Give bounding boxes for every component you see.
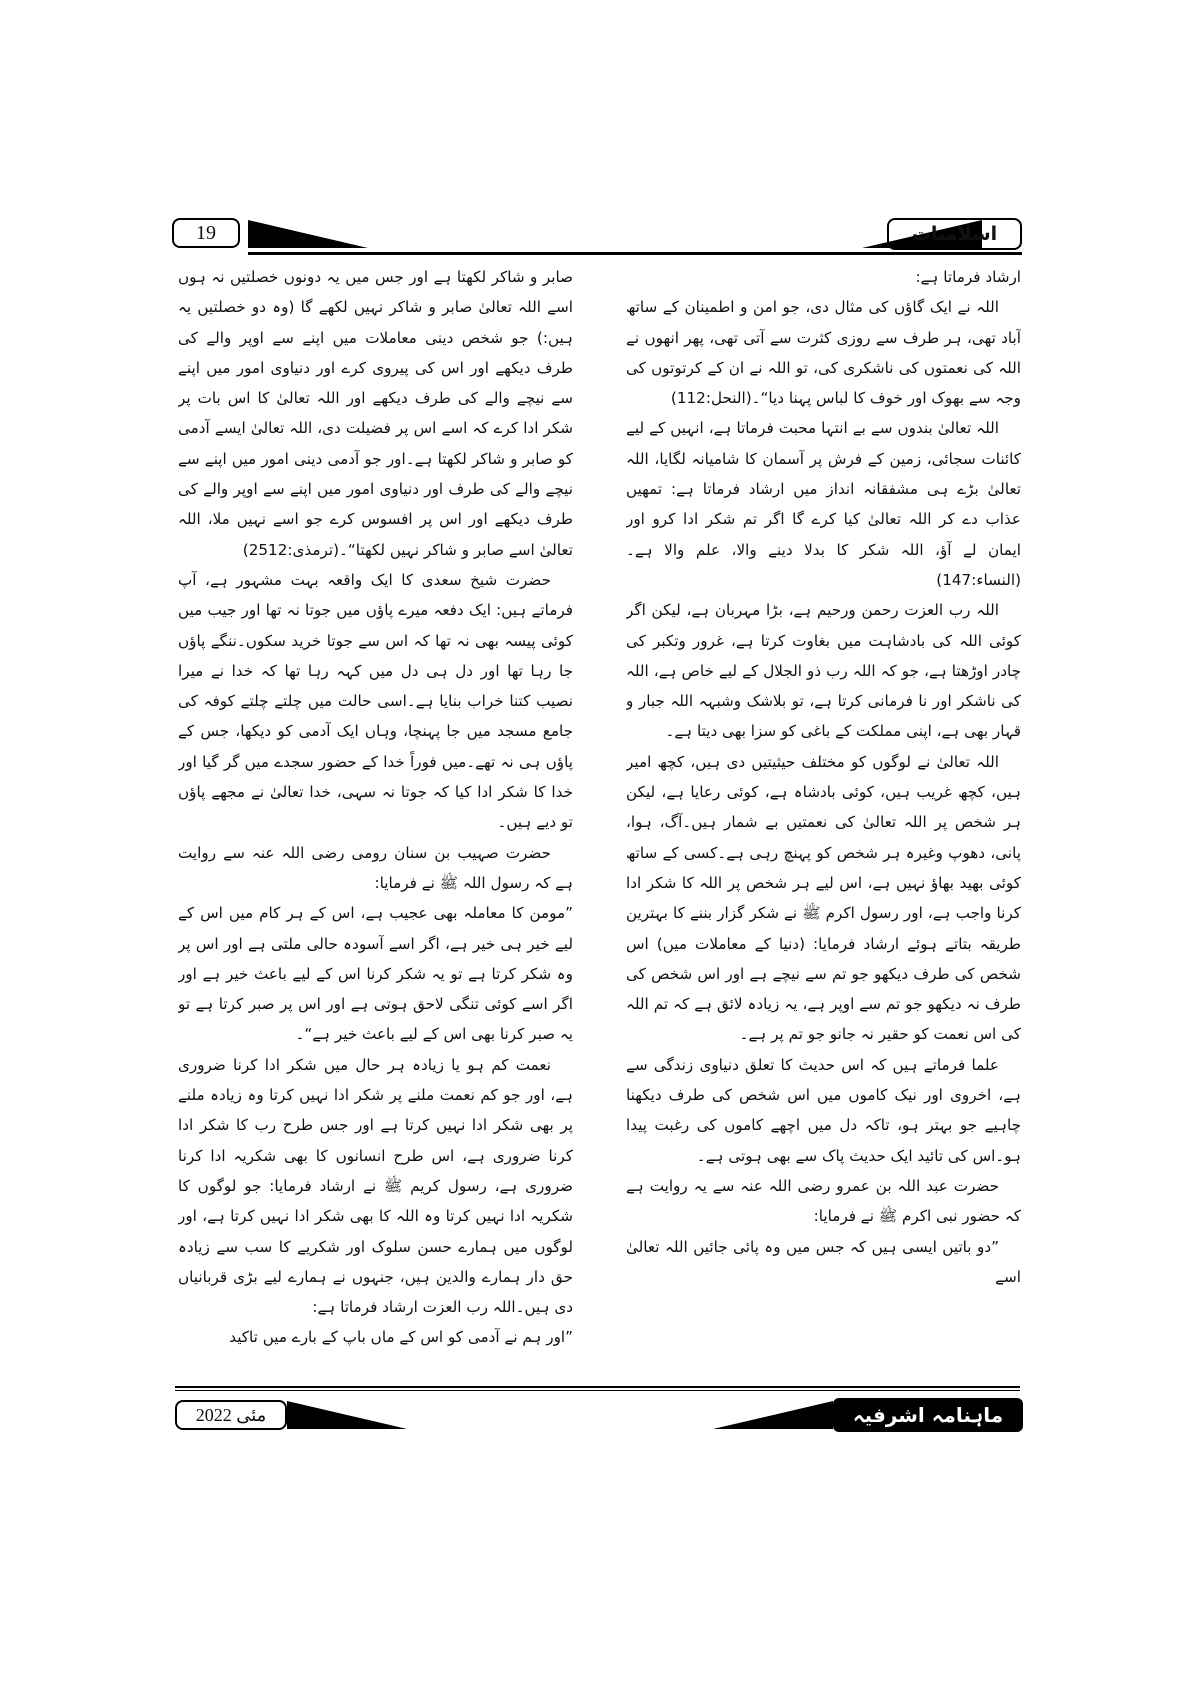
paragraph: حضرت عبد اللہ بن عمرو رضی اللہ عنہ سے یہ روایت ہے کہ حضور نبی اکرم ﷺ نے فرمایا: — [626, 1176, 1021, 1226]
paragraph: علما فرماتے ہیں کہ اس حدیث کا تعلق دنیاوی زندگی سے ہے، اخروی اور نیک کاموں میں اس شخص کی طرف دیکھنا چاہیے جو بہتر ہو، تاکہ دل میں اچھے کاموں کی رغبت پیدا ہو۔اس کی تائید ایک حدیث پاک سے بھی ہوتی ہے۔ — [626, 1055, 1021, 1165]
paragraph: ارشاد فرماتا ہے: — [915, 268, 1021, 286]
paragraph: حضرت شیخ سعدی کا ایک واقعہ بہت مشہور ہے، آپ فرماتے ہیں: ایک دفعہ میرے پاؤں میں جوتا نہ تھا اور جیب میں کوئی پیسہ بھی نہ تھا کہ اس سے جوتا خرید سکوں۔ننگے پاؤں جا رہا تھا اور دل ہی دل میں کہہ رہا تھا کہ خدا نے میرا نصیب کتنا خراب بنایا ہے۔اسی حالت میں چلتے چلتے کوفہ کی جامع مسجد میں جا پہنچا، وہاں ایک آدمی کو دیکھا، جس کے پاؤں ہی نہ تھے۔میں فوراً خدا کے حضور سجدے میں گر گیا اور خدا کا شکر ادا کیا کہ جوتا نہ سہی، خدا تعالیٰ نے مجھے پاؤں تو دیے ہیں۔ — [178, 570, 573, 832]
header-rule — [248, 252, 1022, 255]
footer-rule — [175, 1386, 1020, 1388]
paragraph: ”دو باتیں ایسی ہیں کہ جس میں وہ پائی جائیں اللہ تعالیٰ اسے — [626, 1237, 1021, 1286]
magazine-title: ماہنامہ اشرفیہ — [833, 1398, 1023, 1432]
paragraph: اللہ تعالیٰ بندوں سے بے انتہا محبت فرماتا ہے، انہیں کے لیے کائنات سجائی، زمین کے فرش پر آسمان کا شامیانہ لگایا، اللہ تعالیٰ بڑے ہی مشفقانہ انداز میں ارشاد فرماتا ہے: تمھیں عذاب دے کر اللہ تعالیٰ کیا کرے گا اگر تم شکر ادا کرو اور ایمان لے آؤ، اللہ شکر کا بدلا دینے والا، علم والا ہے۔(النساء:147) — [626, 419, 1021, 589]
paragraph: ”مومن کا معاملہ بھی عجیب ہے، اس کے ہر کام میں اس کے لیے خیر ہی خیر ہے، اگر اسے آسودہ حالی ملتی ہے اور اس پر وہ شکر کرتا ہے تو یہ شکر کرنا اس کے لیے باعث خیر ہے اور اگر اسے کوئی تنگی لاحق ہوتی ہے اور اس پر صبر کرتا ہے تو یہ صبر کرنا بھی اس کے لیے باعث خیر ہے“۔ — [178, 904, 573, 1044]
page-number: 19 — [172, 218, 240, 248]
paragraph: اللہ رب العزت رحمن ورحیم ہے، بڑا مہربان ہے، لیکن اگر کوئی اللہ کی بادشاہت میں بغاوت کرتا ہے، غرور وتکبر کی چادر اوڑھتا ہے، جو کہ اللہ رب ذو الجلال کے لیے خاص ہے، اللہ کی ناشکر اور نا فرمانی کرتا ہے، تو بلاشک وشبہہ اللہ جبار و قہار بھی ہے، اپنی مملکت کے باغی کو سزا بھی دیتا ہے۔ — [626, 601, 1021, 741]
header-left-wedge-ornament — [248, 220, 368, 248]
footer-right-wedge-ornament — [713, 1401, 833, 1429]
footer-left-wedge-ornament — [287, 1401, 407, 1429]
article-column-right — [626, 262, 1021, 1392]
paragraph: اللہ تعالیٰ نے لوگوں کو مختلف حیثیتیں دی ہیں، کچھ امیر ہیں، کچھ غریب ہیں، کوئی بادشاہ ہے، کوئی رعایا ہے، لیکن ہر شخص پر اللہ تعالیٰ کی نعمتیں بے شمار ہیں۔آگ، ہوا، پانی، دھوپ وغیرہ ہر شخص کو پہنچ رہی ہے۔کسی کے ساتھ کوئی بھید بھاؤ نہیں ہے، اس لیے ہر شخص پر اللہ کا شکر ادا کرنا واجب ہے، اور رسول اکرم ﷺ نے شکر گزار بننے کا بہترین طریقہ بتاتے ہوئے ارشاد فرمایا: (دنیا کے معاملات میں) اس شخص کی طرف دیکھو جو تم سے نیچے ہے اور اس شخص کی طرف نہ دیکھو جو تم سے اوپر ہے، یہ زیادہ لائق ہے کہ تم اللہ کی اس نعمت کو حقیر نہ جانو جو تم پر ہے۔ — [626, 752, 1021, 1044]
paragraph: حضرت صہیب بن سنان رومی رضی اللہ عنہ سے روایت ہے کہ رسول اللہ ﷺ نے فرمایا: — [178, 843, 573, 892]
paragraph: ”اور ہم نے آدمی کو اس کے ماں باپ کے بارے میں تاکید — [229, 1328, 573, 1347]
issue-date: مئی 2022 — [175, 1400, 287, 1430]
page-header — [172, 218, 1022, 252]
section-title: اسلامیات — [887, 218, 1022, 250]
article-column-left — [178, 262, 573, 1392]
paragraph: نعمت کم ہو یا زیادہ ہر حال میں شکر ادا کرنا ضروری ہے، اور جو کم نعمت ملنے پر شکر ادا نہیں کرتا وہ زیادہ ملنے پر بھی شکر ادا نہیں کرتا ہے اور جس طرح رب کا شکر ادا کرنا ضروری ہے، اس طرح انسانوں کا بھی شکریہ ادا کرنا ضروری ہے، رسول کریم ﷺ نے ارشاد فرمایا: جو لوگوں کا شکریہ ادا نہیں کرتا وہ اللہ کا بھی شکر ادا نہیں کرتا ہے، اور لوگوں میں ہمارے حسن سلوک اور شکریے کا سب سے زیادہ حق دار ہمارے والدین ہیں، جنہوں نے ہمارے لیے بڑی قربانیاں دی ہیں۔اللہ رب العزت ارشاد فرماتا ہے: — [178, 1055, 573, 1317]
paragraph: صابر و شاکر لکھتا ہے اور جس میں یہ دونوں خصلتیں نہ ہوں اسے اللہ تعالیٰ صابر و شاکر نہیں لکھے گا (وہ دو خصلتیں یہ ہیں:) جو شخص دینی معاملات میں اپنے سے اوپر والے کی طرف دیکھے اور اس کی پیروی کرے اور دنیاوی امور میں اپنے سے نیچے والے کی طرف دیکھے اور اللہ تعالیٰ کا اس بات پر شکر ادا کرے کہ اسے اس پر فضیلت دی، اللہ تعالیٰ ایسے آدمی کو صابر و شاکر لکھتا ہے۔اور جو آدمی دینی امور میں اپنے سے نیچے والے کی طرف اور دنیاوی امور میں اپنے سے اوپر والے کی طرف دیکھے اور اس پر افسوس کرے جو اسے نہیں ملا، اللہ تعالیٰ اسے صابر و شاکر نہیں لکھتا“۔(ترمذی:2512) — [178, 268, 573, 559]
footer-rule-thin — [175, 1390, 1020, 1391]
paragraph: اللہ نے ایک گاؤں کی مثال دی، جو امن و اطمینان کے ساتھ آباد تھی، ہر طرف سے روزی کثرت سے آتی تھی، پھر انھوں نے اللہ کی نعمتوں کی ناشکری کی، تو اللہ نے ان کے کرتوتوں کی وجہ سے بھوک اور خوف کا لباس پہنا دیا“۔(النحل:112) — [626, 298, 1021, 408]
